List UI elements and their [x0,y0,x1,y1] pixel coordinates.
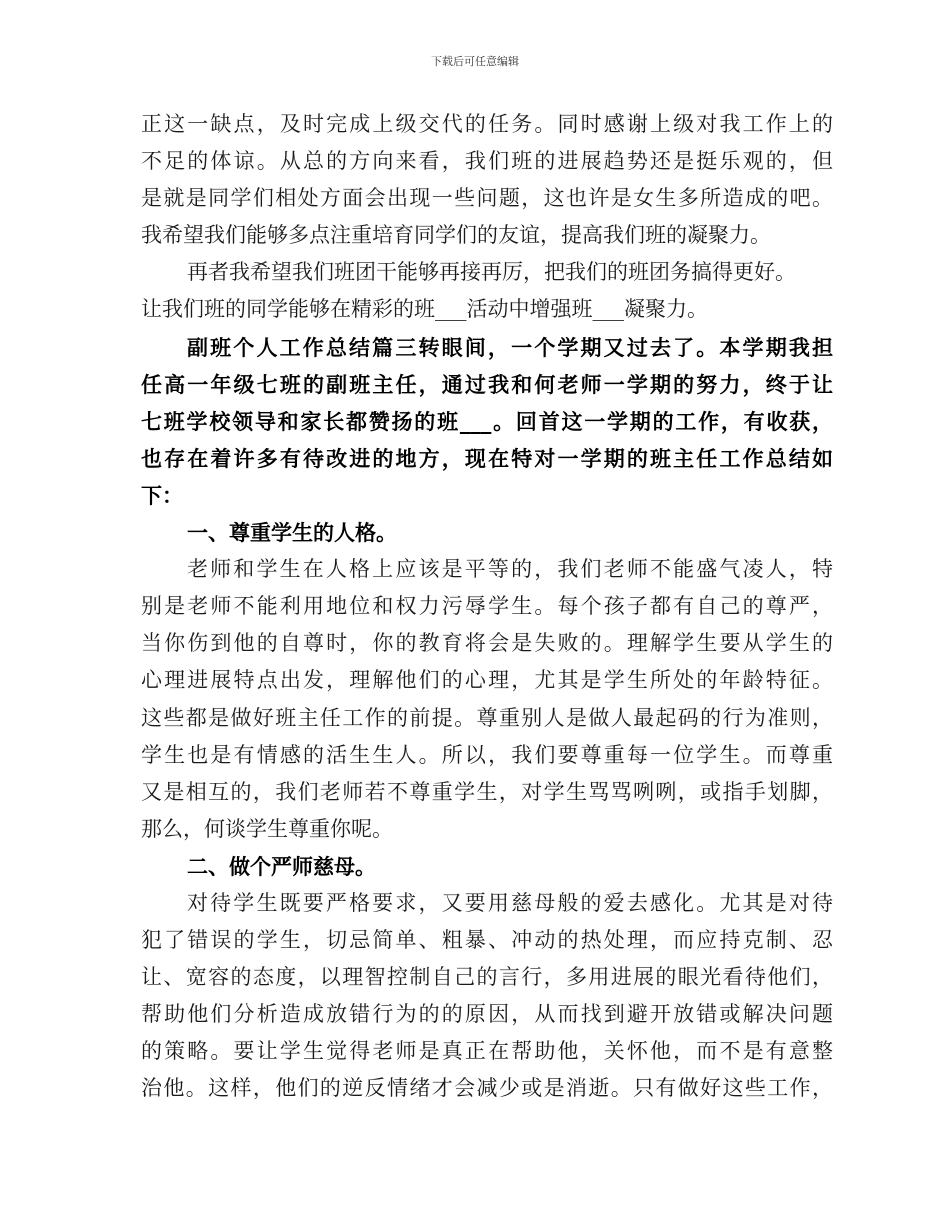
text-line: 的策略。要让学生觉得老师是真正在帮助他，关怀他，而不是有意整 [141,1039,833,1064]
text-line: 让、宽容的态度，以理智控制自己的言行，多用进展的眼光看待他们， [141,965,833,990]
text-line: 心理进展特点出发，理解他们的心理，尤其是学生所处的年龄特征。 [141,668,833,693]
bold-text-line: 任高一年级七班的副班主任，通过我和何老师一学期的努力，终于让 [141,371,833,397]
bold-text-line: 七班学校领导和家长都赞扬的班___。回首这一学期的工作，有收获， [141,408,833,434]
text-line: 是就是同学们相处方面会出现一些问题，这也许是女生多所造成的吧。 [141,186,833,211]
text-line: 又是相互的，我们老师若不尊重学生，对学生骂骂咧咧，或指手划脚， [141,779,833,804]
text-line: 当你伤到他的自尊时，你的教育将会是失败的。理解学生要从学生的 [141,631,833,656]
text-line: 这些都是做好班主任工作的前提。尊重别人是做人最起码的行为准则， [141,705,833,730]
text-line: 我希望我们能够多点注重培育同学们的友谊，提高我们班的凝聚力。 [141,223,771,248]
document-body [141,106,833,1108]
text-line: 正这一缺点，及时完成上级交代的任务。同时感谢上级对我工作上的 [141,112,833,136]
bold-text-line: 一、尊重学生的人格。 [187,520,397,546]
text-line: 老师和学生在人格上应该是平等的，我们老师不能盛气凌人，特 [187,557,833,582]
text-line: 那么，何谈学生尊重你呢。 [141,816,393,841]
text-line: 再者我希望我们班团干能够再接再厉，把我们的班团务搞得更好。 [187,260,796,285]
bold-text-line: 下： [141,482,183,508]
bold-text-line: 二、做个严师慈母。 [187,853,376,879]
text-line: 不足的体谅。从总的方向来看，我们班的进展趋势还是挺乐观的，但 [141,149,833,174]
text-line: 学生也是有情感的活生生人。所以，我们要尊重每一位学生。而尊重 [141,742,833,767]
text-line: 犯了错误的学生，切忌简单、粗暴、冲动的热处理，而应持克制、忍 [141,928,833,953]
text-line: 帮助他们分析造成放错行为的的原因，从而找到避开放错或解决问题 [141,1002,833,1027]
bold-text-line: 也存在着许多有待改进的地方，现在特对一学期的班主任工作总结如 [141,445,833,471]
bold-text-line: 副班个人工作总结篇三转眼间，一个学期又过去了。本学期我担 [187,334,833,360]
page-header: 下载后可任意编辑 [431,55,519,68]
text-line: 治他。这样，他们的逆反情绪才会减少或是消逝。只有做好这些工作， [141,1076,833,1101]
text-line: 对待学生既要严格要求，又要用慈母般的爱去感化。尤其是对待 [187,890,833,915]
text-line: 让我们班的同学能够在精彩的班___活动中增强班___凝聚力。 [141,297,708,322]
text-line: 别是老师不能利用地位和权力污辱学生。每个孩子都有自己的尊严， [141,594,833,619]
